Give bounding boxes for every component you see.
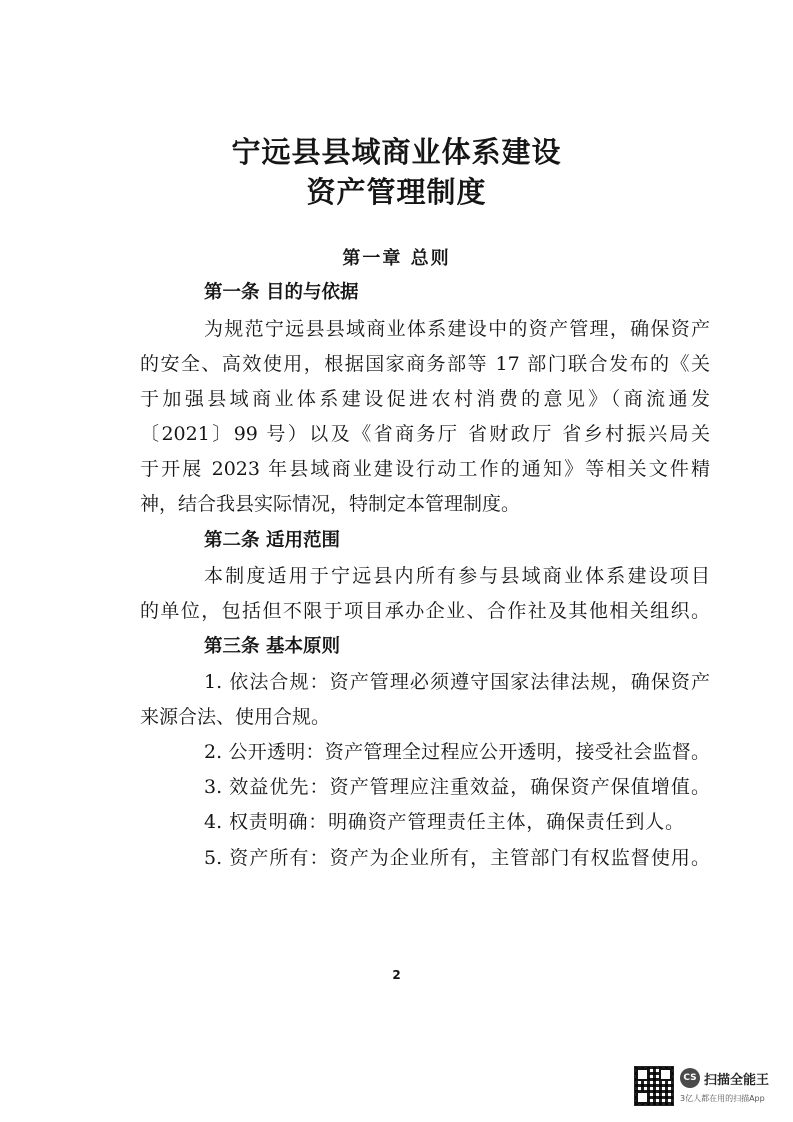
article2-line: 本制度适用于宁远县内所有参与县域商业体系建设项目 xyxy=(204,565,710,587)
qr-code-icon xyxy=(634,1066,674,1106)
article3-item: 来源合法、使用合规。 xyxy=(140,706,331,728)
document-title-line2: 资产管理制度 xyxy=(306,175,487,209)
article1-line: 的安全、高效使用，根据国家商务部等 17 部门联合发布的《关 xyxy=(140,353,710,375)
article3-heading: 第三条 基本原则 xyxy=(204,636,340,657)
article2-heading: 第二条 适用范围 xyxy=(204,530,340,551)
article3-item: 3. 效益优先：资产管理应注重效益，确保资产保值增值。 xyxy=(204,776,710,798)
article1-line: 神，结合我县实际情况，特制定本管理制度。 xyxy=(140,493,521,515)
scanner-tagline: 3亿人都在用的扫描App xyxy=(680,1094,765,1103)
scanner-brand: 扫描全能王 xyxy=(704,1073,770,1088)
article1-heading: 第一条 目的与依据 xyxy=(204,282,359,303)
article2-line: 的单位，包括但不限于项目承办企业、合作社及其他相关组织。 xyxy=(140,600,710,622)
page-number: 2 xyxy=(392,968,401,982)
document-title-line1: 宁远县县域商业体系建设 xyxy=(231,135,562,169)
article1-line: 〔2021〕99 号）以及《省商务厅 省财政厅 省乡村振兴局关 xyxy=(140,423,710,445)
article1-line: 于加强县域商业体系建设促进农村消费的意见》（商流通发 xyxy=(140,388,710,410)
chapter-heading: 第一章 总则 xyxy=(342,248,451,269)
article3-item: 2. 公开透明：资产管理全过程应公开透明，接受社会监督。 xyxy=(204,741,710,763)
article1-line: 于开展 2023 年县域商业建设行动工作的通知》等相关文件精 xyxy=(140,458,710,480)
article3-item: 5. 资产所有：资产为企业所有，主管部门有权监督使用。 xyxy=(204,847,710,869)
article1-line: 为规范宁远县县域商业体系建设中的资产管理，确保资产 xyxy=(204,318,710,340)
scanner-watermark xyxy=(634,1066,784,1110)
camscanner-logo-icon: CS xyxy=(680,1068,700,1088)
article3-item: 1. 依法合规：资产管理必须遵守国家法律法规，确保资产 xyxy=(204,671,710,693)
article3-item: 4. 权责明确：明确资产管理责任主体，确保责任到人。 xyxy=(204,811,684,833)
